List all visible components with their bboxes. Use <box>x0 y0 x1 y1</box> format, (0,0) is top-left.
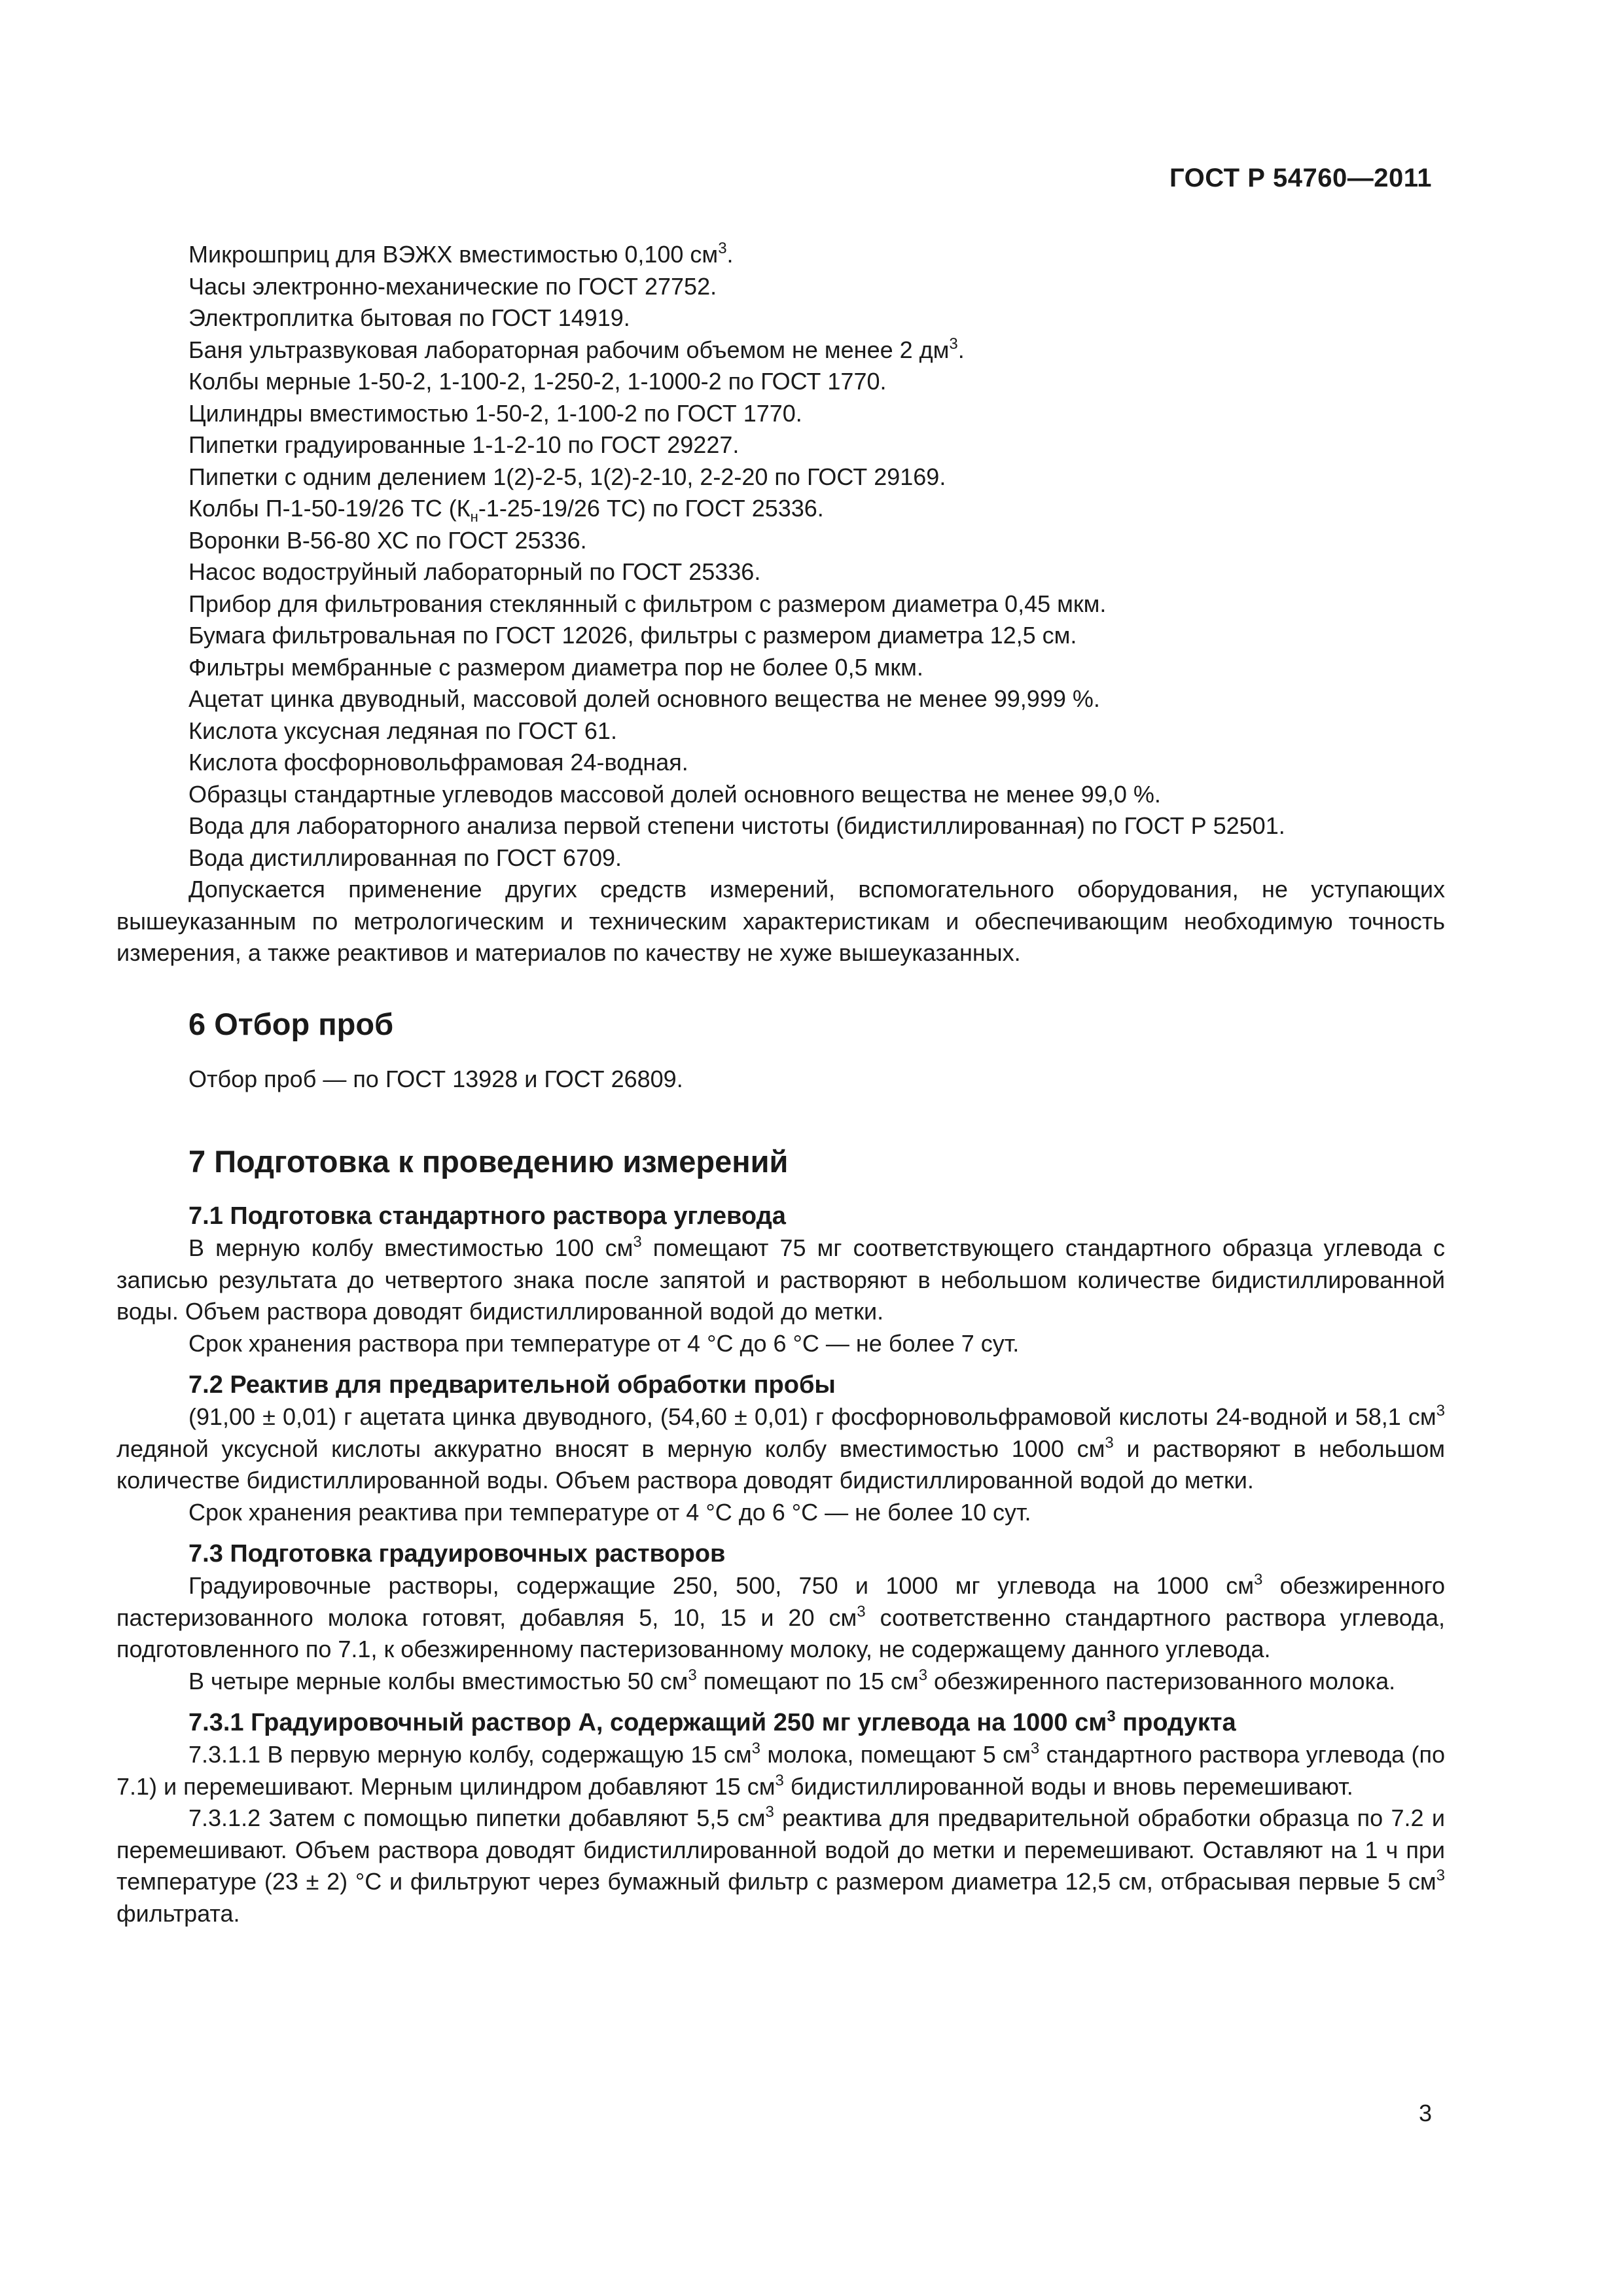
section-7-1-storage: Срок хранения раствора при температуре от 4 °С до 6 °С — не более 7 сут. <box>188 1329 1020 1357</box>
equipment-item: Насос водоструйный лабораторный по ГОСТ 25336. <box>188 558 761 585</box>
equipment-item: Вода для лабораторного анализа первой степени чистоты (бидистиллированная) по ГОСТ Р 52501. <box>188 812 1285 839</box>
equipment-item: Вода дистиллированная по ГОСТ 6709. <box>188 844 622 871</box>
equipment-item: Колбы мерные 1-50-2, 1-100-2, 1-250-2, 1-1000-2 по ГОСТ 1770. <box>188 368 887 395</box>
section-7-2-storage: Срок хранения реактива при температуре от 4 °С до 6 °С — не более 10 сут. <box>188 1498 1031 1526</box>
page-content <box>116 239 1445 1929</box>
section-7-2-heading: 7.2 Реактив для предварительной обработки пробы <box>188 1371 836 1399</box>
equipment-item: Кислота фосфорновольфрамовая 24-водная. <box>188 749 688 776</box>
section-7-3-1-2-paragraph: 7.3.1.2 Затем с помощью пипетки добавляют 5,5 $см^3$ реактива для предварительной обработки образца по 7.2 и перемешивают. Объем раствора доводят бидистиллированной водой до метки и перемешивают. Оставляют на 1 ч при температуре (23 ± 2) °С и фильтруют через бумажный фильтр с размером диаметра 12,5 см, отбрасывая первые 5 $см^3$ фильтрата. <box>116 1803 1445 1927</box>
document-id: ГОСТ Р 54760—2011 <box>1169 164 1432 192</box>
equipment-item: Баня ультразвуковая лабораторная рабочим объемом не менее 2 $дм^3$. <box>188 334 965 363</box>
equipment-item: Колбы П-1-50-19/26 ТС ($К_н-1-25-19/26$ ТС) по ГОСТ 25336. <box>188 495 824 526</box>
equipment-item: Электроплитка бытовая по ГОСТ 14919. <box>188 304 630 331</box>
section-6-text: Отбор проб — по ГОСТ 13928 и ГОСТ 26809. <box>188 1065 683 1092</box>
section-6-heading: 6 Отбор проб <box>188 1006 394 1041</box>
equipment-item: Прибор для фильтрования стеклянный с фильтром с размером диаметра 0,45 мкм. <box>188 590 1107 617</box>
equipment-item: Допускается применение других средств измерений, вспомогательного оборудования, не уступающих вышеуказанным по метрологическим и техническим характеристикам и обеспечивающим необходимую точность измерения, а также реактивов и материалов по качеству не хуже вышеуказанных. <box>116 876 1445 966</box>
equipment-item: Ацетат цинка двуводный, массовой долей основного вещества не менее 99,999 %. <box>188 685 1100 712</box>
equipment-item: Кислота уксусная ледяная по ГОСТ 61. <box>188 717 617 744</box>
equipment-item: Цилиндры вместимостью 1-50-2, 1-100-2 по ГОСТ 1770. <box>188 399 802 427</box>
equipment-item: Воронки В-56-80 ХС по ГОСТ 25336. <box>188 526 587 554</box>
equipment-item: Бумага фильтровальная по ГОСТ 12026, фильтры с размером диаметра 12,5 см. <box>188 622 1077 649</box>
section-7-heading: 7 Подготовка к проведению измерений <box>188 1144 789 1179</box>
section-7-1-heading: 7.1 Подготовка стандартного раствора углевода <box>188 1202 786 1230</box>
section-7-3-1-1-paragraph: 7.3.1.1 В первую мерную колбу, содержащую 15 $см^3$ молока, помещают 5 $см^3$ стандартного раствора углевода (по 7.1) и перемешивают. Мерным цилиндром добавляют 15 $см^3$ бидистиллированной воды и вновь перемешивают. <box>116 1740 1445 1800</box>
section-7-3-paragraph-1: Градуировочные растворы, содержащие 250, 500, 750 и 1000 мг углевода на 1000 $см^3$ обезжиренного пастеризованного молока готовят, добавляя 5, 10, 15 и 20 $см^3$ соответственно стандартного раствора углевода, подготовленного по 7.1, к обезжиренному пастеризованному молоку, не содержащему данного углевода. <box>116 1571 1446 1662</box>
equipment-item: Часы электронно-механические по ГОСТ 27752. <box>188 272 717 300</box>
equipment-item: Фильтры мембранные с размером диаметра пор не более 0,5 мкм. <box>188 653 923 681</box>
section-7-3-1-heading: 7.3.1 Градуировочный раствор А, содержащий 250 мг углевода на 1000 $см^3$ продукта <box>188 1708 1236 1736</box>
section-7-3-heading: 7.3 Подготовка градуировочных растворов <box>188 1540 726 1568</box>
equipment-item: Микрошприц для ВЭЖХ вместимостью 0,100 $см^3$. <box>188 240 734 268</box>
equipment-list <box>116 239 1445 969</box>
section-7-1-paragraph: В мерную колбу вместимостью 100 $см^3$ помещают 75 мг соответствующего стандартного образца углевода с записью результата до четвертого знака после запятой и растворяют в небольшом количестве бидистиллированной воды. Объем раствора доводят бидистиллированной водой до метки. <box>116 1233 1445 1325</box>
page-number: 3 <box>1418 2100 1432 2126</box>
section-7-3-paragraph-2: В четыре мерные колбы вместимостью 50 $см^3$ помещают по 15 $см^3$ обезжиренного пастеризованного молока. <box>188 1666 1396 1695</box>
section-7-2-paragraph: (91,00 ± 0,01) г ацетата цинка двуводного, (54,60 ± 0,01) г фосфорновольфрамовой кислоты 24-водной и 58,1 $см^3$ ледяной уксусной кислоты аккуратно вносят в мерную колбу вместимостью 1000 $см^3$ и растворяют в небольшом количестве бидистиллированной воды. Объем раствора доводят бидистиллированной водой до метки. <box>116 1402 1445 1494</box>
equipment-item: Пипетки градуированные 1-1-2-10 по ГОСТ 29227. <box>188 431 740 458</box>
equipment-item: Пипетки с одним делением 1(2)-2-5, 1(2)-2-10, 2-2-20 по ГОСТ 29169. <box>188 463 946 490</box>
equipment-item: Образцы стандартные углеводов массовой долей основного вещества не менее 99,0 %. <box>188 780 1161 808</box>
